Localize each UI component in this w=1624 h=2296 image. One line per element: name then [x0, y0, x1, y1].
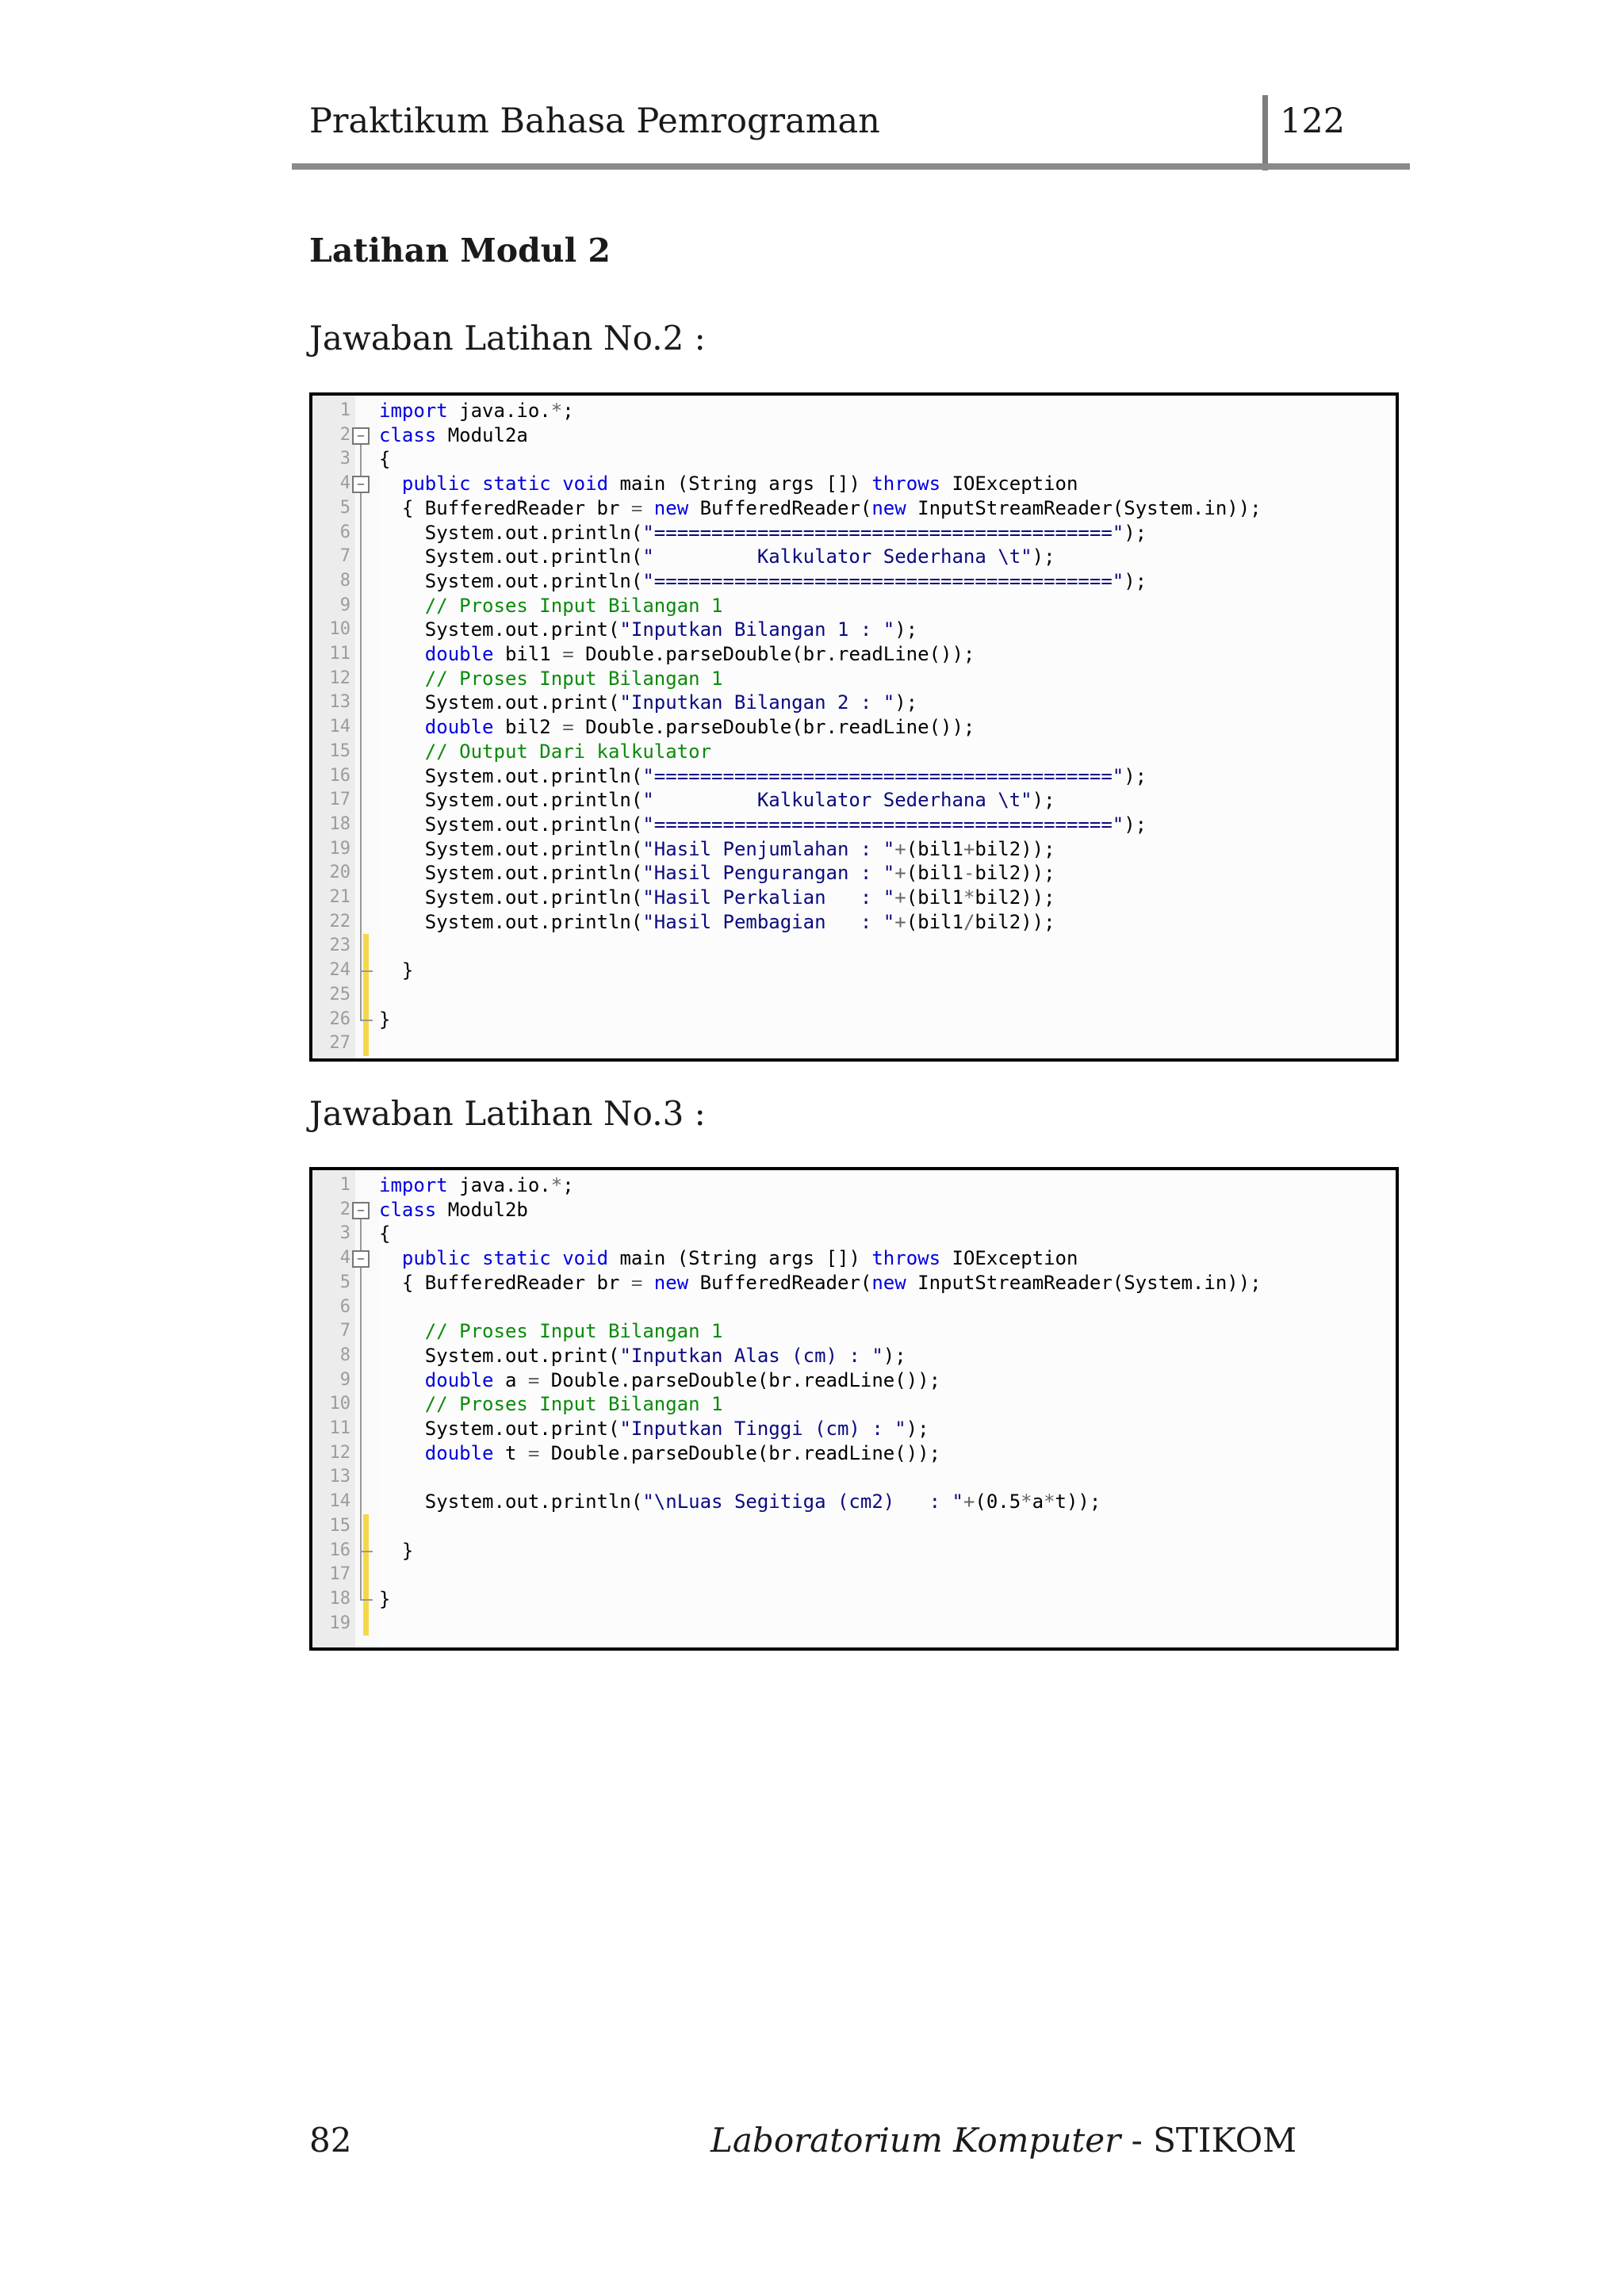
code-listing-modul2a	[309, 392, 1399, 1062]
code-line	[312, 1392, 1396, 1417]
code-line	[312, 1490, 1396, 1514]
code-listing-modul2b	[309, 1167, 1399, 1651]
line-number: 15	[329, 1515, 350, 1536]
code-line	[312, 545, 1396, 569]
code-line	[312, 1246, 1396, 1271]
code-text: { BufferedReader br = new BufferedReader(new InputStreamReader(System.in));	[379, 496, 1262, 519]
line-number: 24	[329, 960, 350, 981]
line-number: 23	[329, 936, 350, 956]
code-line	[312, 1465, 1396, 1490]
code-text: }	[379, 1008, 391, 1031]
line-number: 19	[329, 1613, 350, 1633]
line-number: 5	[339, 497, 350, 518]
code-line	[312, 1344, 1396, 1368]
line-number: 21	[329, 887, 350, 907]
code-text: System.out.println("Hasil Perkalian : "+(bil1*bil2));	[379, 886, 1055, 909]
line-number: 7	[339, 546, 350, 567]
footer-lab-italic: Laboratorium Komputer	[710, 2121, 1121, 2160]
header-divider	[1262, 95, 1268, 170]
code-line	[312, 472, 1396, 496]
running-header-title: Praktikum Bahasa Pemrograman	[309, 101, 880, 141]
code-text: class Modul2a	[379, 423, 528, 446]
code-text: // Proses Input Bilangan 1	[424, 594, 723, 617]
code-text: import java.io.*;	[379, 1174, 574, 1196]
code-line	[312, 594, 1396, 618]
code-line	[312, 1198, 1396, 1223]
code-text: import java.io.*;	[379, 400, 574, 422]
line-number: 18	[329, 1588, 350, 1609]
code-line	[312, 1319, 1396, 1344]
line-number: 19	[329, 838, 350, 859]
line-number: 5	[339, 1272, 350, 1292]
code-line	[312, 861, 1396, 886]
code-line	[312, 1514, 1396, 1539]
line-number: 17	[329, 790, 350, 810]
code-line	[312, 1441, 1396, 1466]
code-line	[312, 1031, 1396, 1056]
code-text: System.out.println("========================================");	[379, 764, 1147, 787]
code-line	[312, 1587, 1396, 1612]
code-line	[312, 1295, 1396, 1320]
code-line	[312, 934, 1396, 959]
line-number: 26	[329, 1008, 350, 1029]
line-number: 1	[339, 1175, 350, 1195]
code-text: System.out.println(" Kalkulator Sederhana \t");	[379, 545, 1055, 568]
code-line	[312, 715, 1396, 740]
line-number: 11	[329, 1418, 350, 1438]
code-text: System.out.println("\nLuas Segitiga (cm2) : "+(0.5*a*t));	[379, 1490, 1101, 1513]
code-text: System.out.print("Inputkan Alas (cm) : ");	[379, 1344, 906, 1367]
code-text: double a = Double.parseDouble(br.readLine());	[424, 1368, 941, 1391]
line-number: 13	[329, 692, 350, 713]
code-text: double t = Double.parseDouble(br.readLine());	[424, 1441, 941, 1464]
line-number: 6	[339, 1296, 350, 1317]
code-line	[312, 813, 1396, 837]
line-number: 18	[329, 813, 350, 834]
code-line	[312, 618, 1396, 642]
line-number: 14	[329, 717, 350, 737]
answer-title-2: Jawaban Latihan No.2 :	[309, 319, 706, 358]
code-line	[312, 788, 1396, 813]
code-line	[312, 837, 1396, 862]
code-text: System.out.println(" Kalkulator Sederhana \t");	[379, 789, 1055, 812]
code-line	[312, 959, 1396, 983]
code-line	[312, 521, 1396, 545]
code-line	[312, 1612, 1396, 1636]
code-text: System.out.println("Hasil Penjumlahan : "+(bil1+bil2));	[379, 837, 1055, 860]
code-text: public static void main (String args []) throws IOException	[401, 473, 1078, 496]
line-number: 11	[329, 644, 350, 664]
code-line	[312, 1368, 1396, 1393]
code-text: { BufferedReader br = new BufferedReader(new InputStreamReader(System.in));	[379, 1271, 1262, 1294]
code-text: System.out.print("Inputkan Tinggi (cm) : ");	[379, 1418, 929, 1440]
code-text: }	[379, 959, 414, 982]
line-number: 2	[339, 424, 350, 445]
fold-toggle-icon[interactable]: −	[352, 1202, 370, 1219]
code-line	[312, 667, 1396, 691]
code-text: // Proses Input Bilangan 1	[424, 1393, 723, 1416]
code-line	[312, 1222, 1396, 1246]
line-number: 4	[339, 473, 350, 494]
code-line	[312, 1539, 1396, 1563]
line-number: 3	[339, 449, 350, 469]
code-line	[312, 740, 1396, 764]
code-text: class Modul2b	[379, 1198, 528, 1221]
footer-lab-suffix: - STIKOM	[1120, 2121, 1297, 2160]
line-number: 9	[339, 1369, 350, 1390]
code-line	[312, 983, 1396, 1008]
code-line	[312, 399, 1396, 423]
code-line	[312, 1008, 1396, 1032]
code-line	[312, 1271, 1396, 1295]
code-text: {	[379, 1223, 391, 1246]
header-page-number: 122	[1280, 101, 1346, 141]
line-number: 16	[329, 1540, 350, 1560]
line-number: 1	[339, 400, 350, 420]
line-number: 14	[329, 1491, 350, 1512]
line-number: 16	[329, 765, 350, 786]
fold-toggle-icon[interactable]: −	[352, 476, 370, 493]
code-text: // Proses Input Bilangan 1	[424, 1320, 723, 1343]
line-number: 8	[339, 1345, 350, 1365]
line-number: 10	[329, 619, 350, 640]
line-number: 7	[339, 1321, 350, 1341]
line-number: 6	[339, 522, 350, 542]
code-line	[312, 423, 1396, 448]
line-number: 2	[339, 1199, 350, 1219]
line-number: 17	[329, 1564, 350, 1585]
fold-toggle-icon[interactable]: −	[352, 1250, 370, 1268]
code-text: double bil2 = Double.parseDouble(br.readLine());	[424, 716, 975, 739]
code-line	[312, 447, 1396, 472]
code-text: {	[379, 448, 391, 471]
code-line	[312, 1417, 1396, 1441]
footer-lab-name	[710, 2121, 1297, 2160]
code-line	[312, 569, 1396, 594]
answer-title-3: Jawaban Latihan No.3 :	[309, 1094, 706, 1133]
line-number: 12	[329, 1442, 350, 1463]
fold-toggle-icon[interactable]: −	[352, 427, 370, 445]
code-line	[312, 886, 1396, 910]
code-text: System.out.println("========================================");	[379, 813, 1147, 836]
code-line	[312, 1563, 1396, 1587]
code-text: System.out.println("========================================");	[379, 569, 1147, 592]
line-number: 13	[329, 1467, 350, 1487]
code-text: System.out.println("Hasil Pengurangan : "+(bil1-bil2));	[379, 862, 1055, 885]
line-number: 4	[339, 1248, 350, 1269]
line-number: 12	[329, 668, 350, 688]
line-number: 22	[329, 911, 350, 932]
code-line	[312, 910, 1396, 935]
code-text: // Output Dari kalkulator	[424, 740, 712, 763]
code-text: System.out.print("Inputkan Bilangan 1 : ");	[379, 618, 918, 641]
line-number: 20	[329, 863, 350, 883]
footer-page-number: 82	[309, 2121, 352, 2160]
code-text: double bil1 = Double.parseDouble(br.readLine());	[424, 643, 975, 665]
code-text: }	[379, 1539, 414, 1562]
code-line	[312, 691, 1396, 715]
code-text: System.out.println("Hasil Pembagian : "+(bil1/bil2));	[379, 910, 1055, 933]
code-line	[312, 764, 1396, 789]
code-text: System.out.print("Inputkan Bilangan 2 : ");	[379, 691, 918, 714]
line-number: 3	[339, 1223, 350, 1244]
header-rule	[292, 163, 1410, 170]
code-text: // Proses Input Bilangan 1	[424, 667, 723, 690]
code-line	[312, 642, 1396, 667]
line-number: 25	[329, 984, 350, 1004]
code-text: System.out.println("========================================");	[379, 521, 1147, 544]
line-number: 10	[329, 1394, 350, 1414]
line-number: 9	[339, 595, 350, 615]
code-text: public static void main (String args []) throws IOException	[401, 1247, 1078, 1270]
line-number: 27	[329, 1033, 350, 1054]
code-line	[312, 496, 1396, 521]
section-title: Latihan Modul 2	[309, 232, 611, 270]
code-line	[312, 1173, 1396, 1198]
line-number: 8	[339, 570, 350, 591]
code-text: }	[379, 1587, 391, 1610]
line-number: 15	[329, 740, 350, 761]
